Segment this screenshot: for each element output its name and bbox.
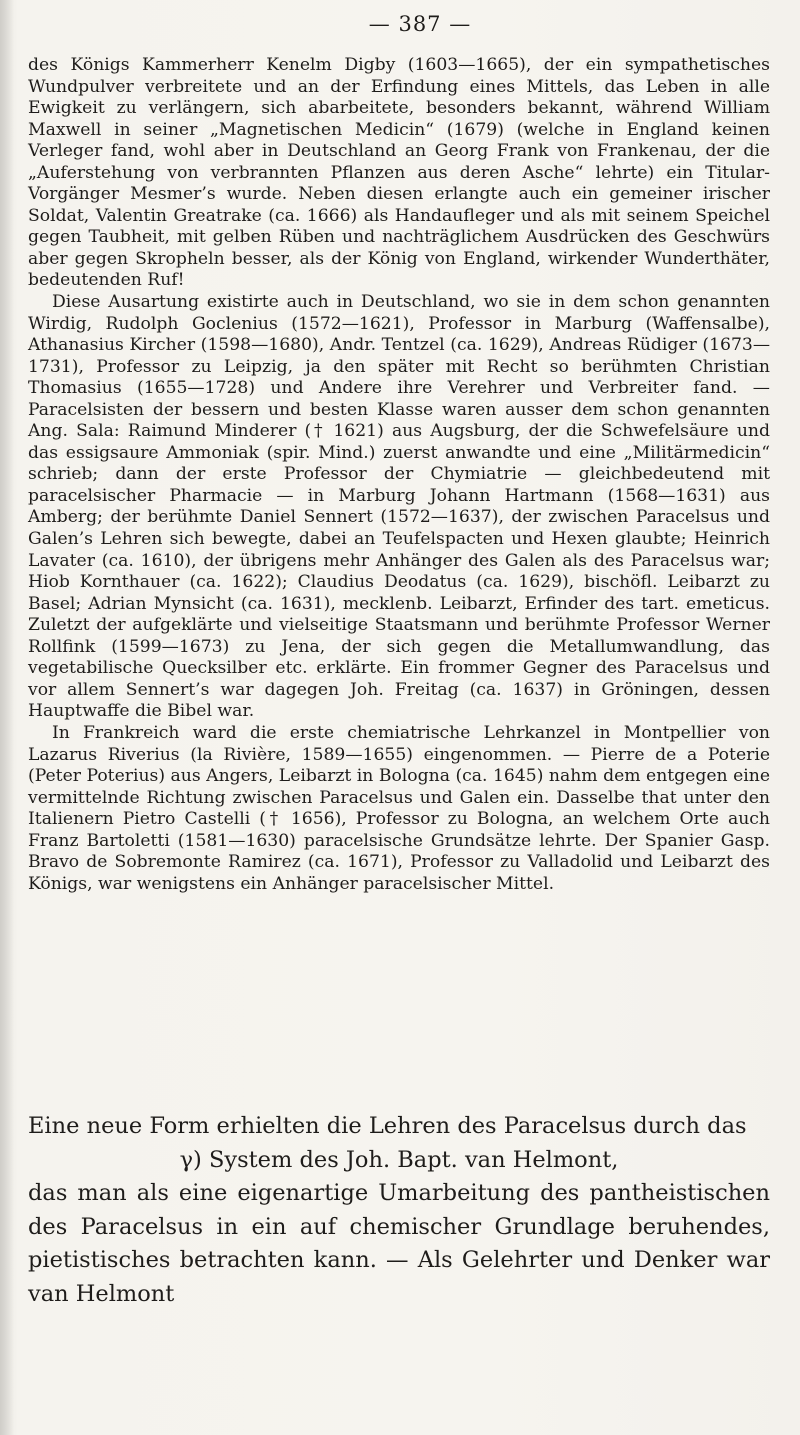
page-number: — 387 —	[368, 12, 472, 36]
large-text-section	[28, 1110, 770, 1311]
section-body-helmont: das man als eine eigenartige Umarbeitung des pantheistischen des Paracelsus in ein auf chemischer Grundlage beruhendes, pietistisches betrachten kann. — Als Gelehrter und Denker war van Helmont	[28, 1180, 770, 1307]
section-heading-helmont: γ) System des Joh. Bapt. van Helmont,	[179, 1146, 619, 1173]
paragraph-deutschland: Diese Ausartung existirte auch in Deutschland, wo sie in dem schon genannten Wirdig, Rudolph Goclenius (1572—1621), Professor in Marburg (Waffensalbe), Athanasius Kircher (1598—1680), Andr. Tentzel (ca. 1629), Andreas Rüdiger (1673—1731), Professor zu Leipzig, ja den später mit Recht so berühmten Christian Thomasius (1655—1728) und Andere ihre Verehrer und Verbreiter fand. — Paracelsisten der bessern und besten Klasse waren ausser dem schon genannten Ang. Sala: Raimund Minderer († 1621) aus Augsburg, der die Schwefelsäure und das essigsaure Ammoniak (spir. Mind.) zuerst anwandte und eine „Militärmedicin“ schrieb; dann der erste Professor der Chymiatrie — gleichbedeutend mit paracelsischer Pharmacie — in Marburg Johann Hartmann (1568—1631) aus Amberg; der berühmte Daniel Sennert (1572—1637), der zwischen Paracelsus und Galen’s Lehren sich bewegte, dabei an Teufelspacten und Hexen glaubte; Heinrich Lavater (ca. 1610), der übrigens mehr Anhänger des Galen als des Paracelsus war; Hiob Kornthauer (ca. 1622); Claudius Deodatus (ca. 1629), bischöfl. Leibarzt zu Basel; Adrian Mynsicht (ca. 1631), mecklenb. Leibarzt, Erfinder des tart. emeticus. Zuletzt der aufgeklärte und vielseitige Staatsmann und berühmte Professor Werner Rollfink (1599—1673) zu Jena, der sich gegen die Metallumwandlung, das vegetabilische Quecksilber etc. erklärte. Ein frommer Gegner des Paracelsus und vor allem Sennert’s war dagegen Joh. Freitag (ca. 1637) in Gröningen, dessen Hauptwaffe die Bibel war.	[28, 292, 770, 722]
paragraph-digby: des Königs Kammerherr Kenelm Digby (1603—1665), der ein sympathetisches Wundpulver verbreitete und an der Erfindung eines Mittels, das Leben in alle Ewigkeit zu verlängern, sich abarbeitete, besonders bekannt, während William Maxwell in seiner „Magnetischen Medicin“ (1679) (welche in England keinen Verleger fand, wohl aber in Deutschland an Georg Frank von Frankenau, der die „Auferstehung von verbrannten Pflanzen aus deren Asche“ lehrte) ein Titular-Vorgänger Mesmer’s wurde. Neben diesen erlangte auch ein gemeiner irischer Soldat, Valentin Greatrake (ca. 1666) als Handaufleger und als mit seinem Speichel gegen Taubheit, mit gelben Rüben und nachträglichem Ausdrücken des Geschwürs aber gegen Skropheln besser, als der König von England, wirkender Wunderthäter, bedeutenden Ruf!	[28, 55, 770, 291]
paragraph-frankreich: In Frankreich ward die erste chemiatrische Lehrkanzel in Montpellier von Lazarus Riverius (la Rivière, 1589—1655) eingenommen. — Pierre de a Poterie (Peter Poterius) aus Angers, Leibarzt in Bologna (ca. 1645) nahm dem entgegen eine vermittelnde Richtung zwischen Paracelsus und Galen ein. Dasselbe that unter den Italienern Pietro Castelli († 1656), Professor zu Bologna, an welchem Orte auch Franz Bartoletti (1581—1630) paracelsische Grundsätze lehrte. Der Spanier Gasp. Bravo de Sobremonte Ramirez (ca. 1671), Professor zu Valladolid und Leibarzt des Königs, war wenigstens ein Anhänger paracelsischer Mittel.	[28, 722, 770, 894]
binding-shadow	[0, 0, 14, 1435]
body-text	[28, 55, 770, 895]
section-intro-line: Eine neue Form erhielten die Lehren des Paracelsus durch das	[28, 1113, 747, 1139]
